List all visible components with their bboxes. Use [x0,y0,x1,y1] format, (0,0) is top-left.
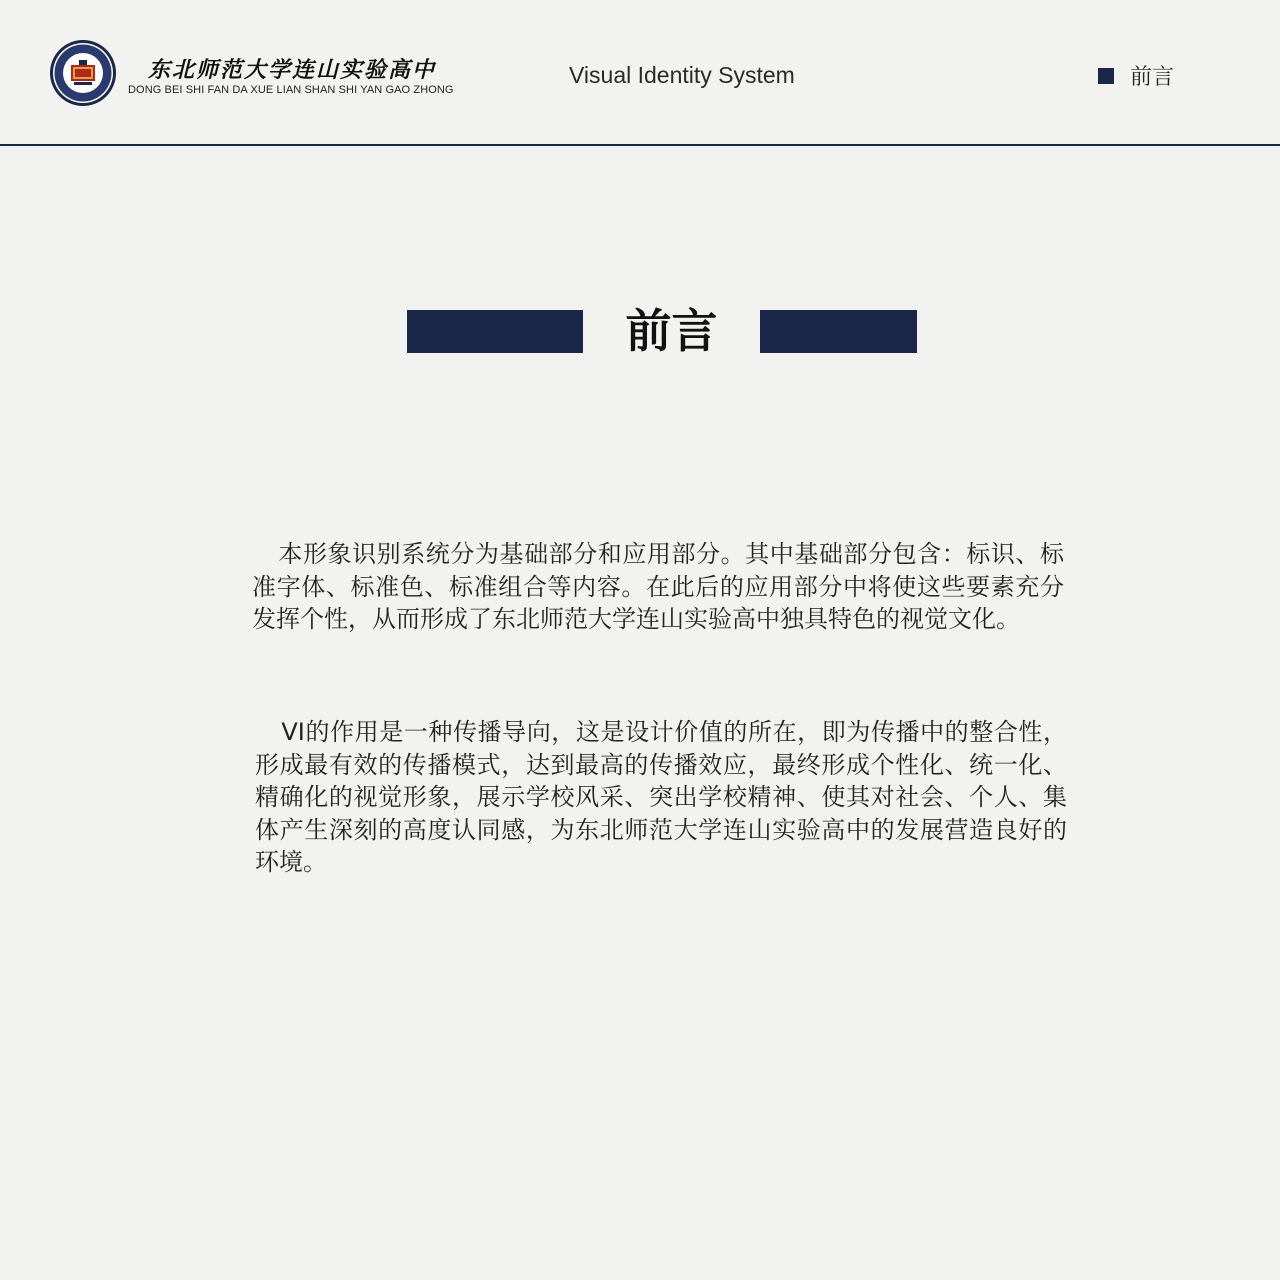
title-bar-right [760,310,917,353]
title-bar-left [407,310,583,353]
body-paragraph-2: VI的作用是一种传播导向，这是设计价值的所在，即为传播中的整合性，形成最有效的传播模式，达到最高的传播效应，最终形成个性化、统一化、精确化的视觉形象，展示学校风采、突出学校精神、使其对社会、个人、集体产生深刻的高度认同感，为东北师范大学连山实验高中的发展营造良好的环境。 [255,718,1067,877]
page-title: 前言 [625,304,718,358]
header-title: Visual Identity System [569,62,795,88]
school-name-cn: 东北师范大学连山实验高中 [148,57,437,83]
school-emblem-icon [49,39,117,107]
school-name-en: DONG BEI SHI FAN DA XUE LIAN SHAN SHI YAN GAO ZHONG [128,84,454,96]
page-header [0,0,1280,146]
body-paragraph-1: 本形象识别系统分为基础部分和应用部分。其中基础部分包含：标识、标准字体、标准色、标准组合等内容。在此后的应用部分中将使这些要素充分发挥个性，从而形成了东北师范大学连山实验高中独具特色的视觉文化。 [252,540,1064,634]
section-marker-square-icon [1098,68,1114,84]
section-label: 前言 [1130,65,1175,90]
